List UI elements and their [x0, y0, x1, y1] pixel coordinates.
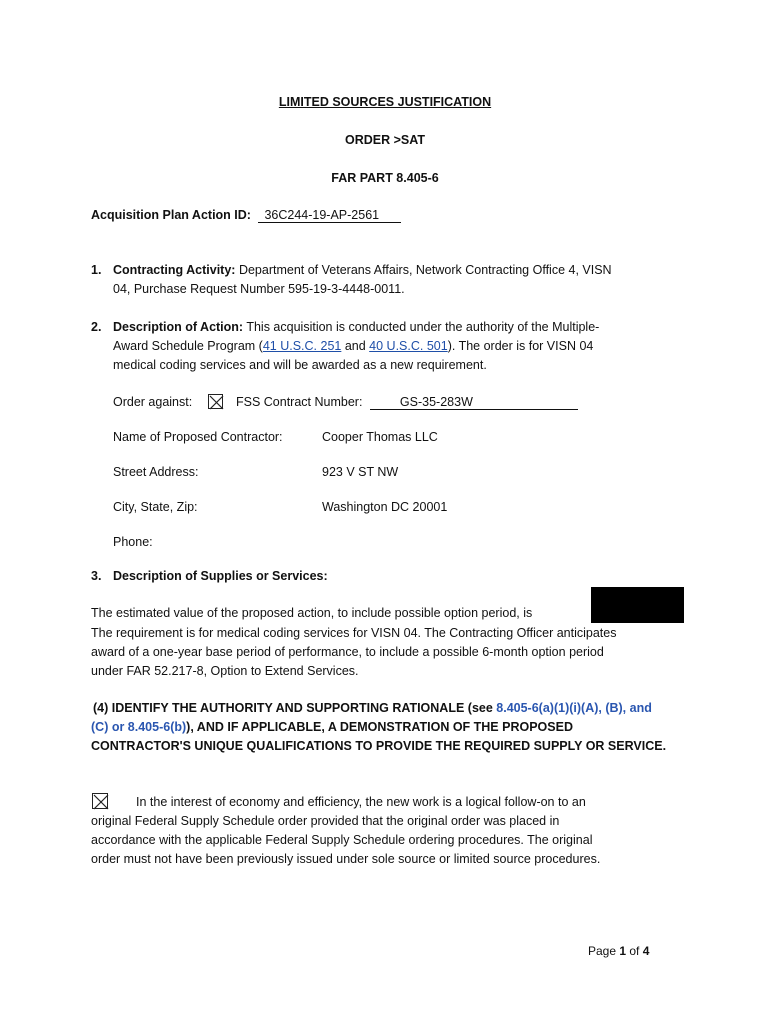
section3-heading: Description of Supplies or Services: — [113, 569, 328, 583]
section3-line2: The requirement is for medical coding services for VISN 04. The Contracting Officer anticipates — [91, 626, 617, 640]
city-label: City, State, Zip: — [113, 500, 198, 514]
order-against-checkbox[interactable] — [208, 394, 223, 409]
page-title: LIMITED SOURCES JUSTIFICATION — [278, 95, 492, 109]
section2-text2-pre: Award Schedule Program ( — [113, 339, 263, 353]
followon-checkbox[interactable] — [92, 793, 108, 809]
section2-line2 — [113, 339, 593, 353]
far-part: FAR PART 8.405-6 — [331, 171, 439, 185]
section4-text2: ), AND IF APPLICABLE, A DEMONSTRATION OF THE PROPOSED — [186, 720, 573, 734]
followon-line4: order must not have been previously issued under sole source or limited source procedures. — [91, 852, 601, 866]
fss-label: FSS Contract Number: — [236, 395, 363, 409]
page-total: 4 — [642, 944, 650, 958]
redaction-block — [591, 587, 684, 623]
followon-line3: accordance with the applicable Federal Supply Schedule ordering procedures. The original — [91, 833, 593, 847]
acquisition-id-value: 36C244-19-AP-2561 — [258, 208, 401, 223]
section1-line2: 04, Purchase Request Number 595-19-3-4448-0011. — [113, 282, 405, 296]
acquisition-id-row — [91, 208, 401, 223]
phone-label: Phone: — [113, 535, 153, 549]
fss-row — [236, 395, 578, 410]
usc-251-link[interactable]: 41 U.S.C. 251 — [262, 339, 342, 353]
section3-number: 3. — [91, 569, 102, 583]
section3-line1: The estimated value of the proposed action, to include possible option period, is — [91, 606, 533, 620]
contractor-label: Name of Proposed Contractor: — [113, 430, 283, 444]
section4-line2 — [91, 720, 573, 734]
section1-number: 1. — [91, 263, 102, 277]
followon-line2: original Federal Supply Schedule order provided that the original order was placed in — [91, 814, 560, 828]
street-value: 923 V ST NW — [322, 465, 399, 479]
city-value: Washington DC 20001 — [322, 500, 448, 514]
section2-line3: medical coding services and will be awarded as a new requirement. — [113, 358, 487, 372]
section4-text1: (4) IDENTIFY THE AUTHORITY AND SUPPORTING RATIONALE (see — [93, 701, 497, 715]
checked-box-icon — [92, 793, 108, 809]
page-current: 1 — [619, 944, 627, 958]
of-word: of — [626, 944, 643, 958]
order-threshold: ORDER >SAT — [345, 133, 425, 147]
order-against-label: Order against: — [113, 395, 193, 409]
section4-line1 — [93, 701, 652, 715]
contractor-value: Cooper Thomas LLC — [322, 430, 438, 444]
section2-number: 2. — [91, 320, 102, 334]
checked-box-icon — [208, 394, 223, 409]
followon-line1: In the interest of economy and efficiency, the new work is a logical follow-on to an — [136, 795, 586, 809]
section2-text1: This acquisition is conducted under the authority of the Multiple- — [246, 320, 600, 334]
acquisition-id-label: Acquisition Plan Action ID: — [91, 208, 251, 222]
section1-line1 — [113, 263, 612, 277]
section1-heading: Contracting Activity: — [113, 263, 236, 277]
section1-text1: Department of Veterans Affairs, Network Contracting Office 4, VISN — [238, 263, 612, 277]
street-label: Street Address: — [113, 465, 199, 479]
section2-line1 — [113, 320, 599, 334]
section4-line3: CONTRACTOR'S UNIQUE QUALIFICATIONS TO PROVIDE THE REQUIRED SUPPLY OR SERVICE. — [91, 739, 667, 753]
section3-line4: under FAR 52.217-8, Option to Extend Services. — [91, 664, 359, 678]
page-word: Page — [588, 944, 620, 958]
section2-heading: Description of Action: — [113, 320, 244, 334]
far-ref-a: 8.405-6(a)(1)(i)(A), (B), and — [496, 701, 652, 715]
page-number — [588, 944, 649, 958]
section2-and: and — [341, 339, 370, 353]
section3-line3: award of a one-year base period of performance, to include a possible 6-month option period — [91, 645, 604, 659]
section2-text2-post: ). The order is for VISN 04 — [447, 339, 594, 353]
fss-value: GS-35-283W — [370, 395, 578, 410]
usc-501-link[interactable]: 40 U.S.C. 501 — [369, 339, 448, 353]
far-ref-b: (C) or 8.405-6(b) — [91, 720, 187, 734]
